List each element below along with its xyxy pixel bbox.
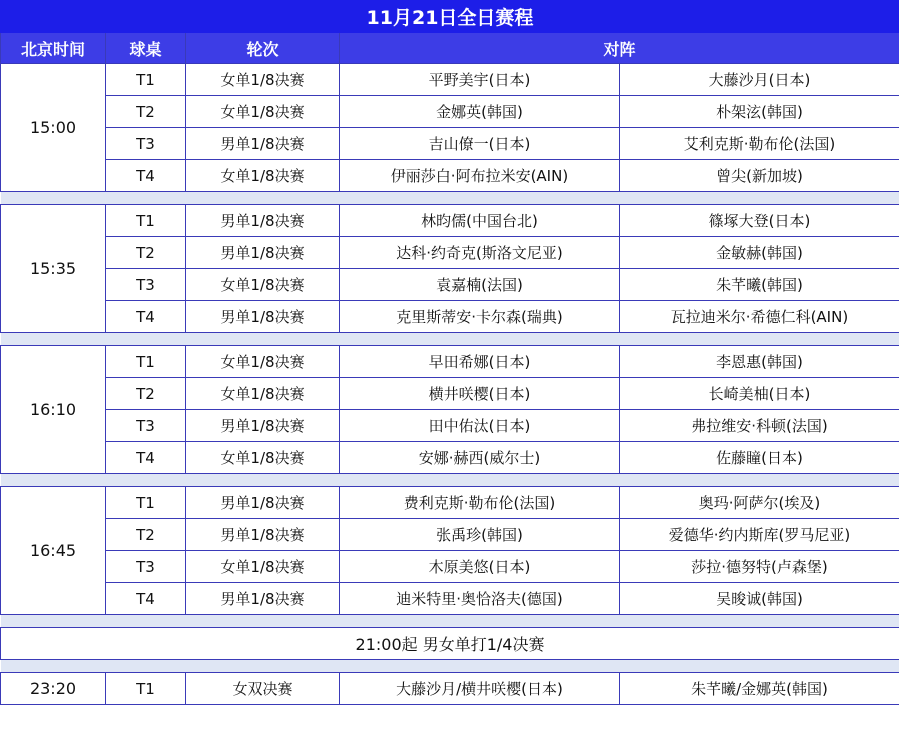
match-round: 女单1/8决赛 xyxy=(186,346,340,378)
player-one: 早田希娜(日本) xyxy=(340,346,620,378)
player-one: 大藤沙月/横井咲樱(日本) xyxy=(340,673,620,705)
table-number: T1 xyxy=(106,487,186,519)
player-two: 莎拉·德努特(卢森堡) xyxy=(620,551,899,583)
match-row xyxy=(1,519,899,551)
spacer-cell xyxy=(1,660,899,673)
match-row xyxy=(1,410,899,442)
player-one: 林昀儒(中国台北) xyxy=(340,205,620,237)
match-round: 女单1/8决赛 xyxy=(186,96,340,128)
match-row xyxy=(1,128,899,160)
match-row xyxy=(1,205,899,237)
schedule-title: 11月21日全日赛程 xyxy=(1,1,899,33)
player-two: 大藤沙月(日本) xyxy=(620,64,899,96)
player-two: 朱芊曦(韩国) xyxy=(620,269,899,301)
match-row xyxy=(1,237,899,269)
session-banner: 21:00起 男女单打1/4决赛 xyxy=(1,628,899,660)
match-round: 男单1/8决赛 xyxy=(186,301,340,333)
player-two: 吴晙诚(韩国) xyxy=(620,583,899,615)
match-round: 男单1/8决赛 xyxy=(186,519,340,551)
table-number: T1 xyxy=(106,64,186,96)
match-round: 男单1/8决赛 xyxy=(186,128,340,160)
table-number: T3 xyxy=(106,269,186,301)
table-number: T3 xyxy=(106,128,186,160)
match-row xyxy=(1,96,899,128)
match-round: 男单1/8决赛 xyxy=(186,205,340,237)
player-one: 金娜英(韩国) xyxy=(340,96,620,128)
player-two: 朱芊曦/金娜英(韩国) xyxy=(620,673,899,705)
player-two: 艾利克斯·勒布伦(法国) xyxy=(620,128,899,160)
player-one: 费利克斯·勒布伦(法国) xyxy=(340,487,620,519)
player-two: 朴架泫(韩国) xyxy=(620,96,899,128)
title-row xyxy=(1,1,899,33)
player-two: 佐藤瞳(日本) xyxy=(620,442,899,474)
spacer-cell xyxy=(1,333,899,346)
table-number: T4 xyxy=(106,442,186,474)
schedule-body xyxy=(1,1,899,705)
spacer-cell xyxy=(1,474,899,487)
match-row xyxy=(1,378,899,410)
time-slot: 16:10 xyxy=(1,346,106,474)
player-one: 木原美悠(日本) xyxy=(340,551,620,583)
spacer-row xyxy=(1,660,899,673)
match-round: 女单1/8决赛 xyxy=(186,442,340,474)
player-one: 田中佑汰(日本) xyxy=(340,410,620,442)
spacer-row xyxy=(1,474,899,487)
match-row xyxy=(1,64,899,96)
player-one: 袁嘉楠(法国) xyxy=(340,269,620,301)
table-number: T4 xyxy=(106,301,186,333)
table-number: T4 xyxy=(106,160,186,192)
player-one: 迪米特里·奥恰洛夫(德国) xyxy=(340,583,620,615)
player-two: 李恩惠(韩国) xyxy=(620,346,899,378)
table-number: T2 xyxy=(106,378,186,410)
player-one: 克里斯蒂安·卡尔森(瑞典) xyxy=(340,301,620,333)
match-round: 女单1/8决赛 xyxy=(186,160,340,192)
player-two: 曾尖(新加坡) xyxy=(620,160,899,192)
player-two: 奥玛·阿萨尔(埃及) xyxy=(620,487,899,519)
spacer-row xyxy=(1,615,899,628)
header-time: 北京时间 xyxy=(1,33,106,64)
match-row xyxy=(1,551,899,583)
table-number: T1 xyxy=(106,673,186,705)
match-round: 男单1/8决赛 xyxy=(186,487,340,519)
header-row xyxy=(1,33,899,64)
player-one: 吉山僚一(日本) xyxy=(340,128,620,160)
match-row xyxy=(1,269,899,301)
player-two: 金敏赫(韩国) xyxy=(620,237,899,269)
time-slot: 15:35 xyxy=(1,205,106,333)
player-one: 横井咲樱(日本) xyxy=(340,378,620,410)
table-number: T4 xyxy=(106,583,186,615)
spacer-cell xyxy=(1,615,899,628)
match-round: 女单1/8决赛 xyxy=(186,378,340,410)
player-two: 长崎美柚(日本) xyxy=(620,378,899,410)
time-slot: 15:00 xyxy=(1,64,106,192)
match-row xyxy=(1,442,899,474)
match-round: 男单1/8决赛 xyxy=(186,237,340,269)
player-one: 伊丽莎白·阿布拉米安(AIN) xyxy=(340,160,620,192)
match-round: 女单1/8决赛 xyxy=(186,64,340,96)
player-two: 瓦拉迪米尔·希德仁科(AIN) xyxy=(620,301,899,333)
time-slot: 16:45 xyxy=(1,487,106,615)
match-round: 女单1/8决赛 xyxy=(186,269,340,301)
player-one: 安娜·赫西(威尔士) xyxy=(340,442,620,474)
player-two: 弗拉维安·科顿(法国) xyxy=(620,410,899,442)
table-number: T1 xyxy=(106,346,186,378)
match-row xyxy=(1,673,899,705)
header-round: 轮次 xyxy=(186,33,340,64)
match-round: 女双决赛 xyxy=(186,673,340,705)
table-number: T3 xyxy=(106,410,186,442)
header-matchup: 对阵 xyxy=(340,33,899,64)
player-one: 张禹珍(韩国) xyxy=(340,519,620,551)
match-round: 男单1/8决赛 xyxy=(186,410,340,442)
table-number: T2 xyxy=(106,237,186,269)
match-round: 女单1/8决赛 xyxy=(186,551,340,583)
table-number: T2 xyxy=(106,96,186,128)
table-number: T1 xyxy=(106,205,186,237)
match-round: 男单1/8决赛 xyxy=(186,583,340,615)
spacer-cell xyxy=(1,192,899,205)
match-row xyxy=(1,160,899,192)
banner-row xyxy=(1,628,899,660)
spacer-row xyxy=(1,192,899,205)
match-row xyxy=(1,487,899,519)
table-number: T2 xyxy=(106,519,186,551)
player-one: 平野美宇(日本) xyxy=(340,64,620,96)
player-two: 篠塚大登(日本) xyxy=(620,205,899,237)
match-row xyxy=(1,301,899,333)
spacer-row xyxy=(1,333,899,346)
player-one: 达科·约奇克(斯洛文尼亚) xyxy=(340,237,620,269)
time-slot: 23:20 xyxy=(1,673,106,705)
match-row xyxy=(1,583,899,615)
player-two: 爱德华·约内斯库(罗马尼亚) xyxy=(620,519,899,551)
table-number: T3 xyxy=(106,551,186,583)
match-row xyxy=(1,346,899,378)
header-table: 球桌 xyxy=(106,33,186,64)
